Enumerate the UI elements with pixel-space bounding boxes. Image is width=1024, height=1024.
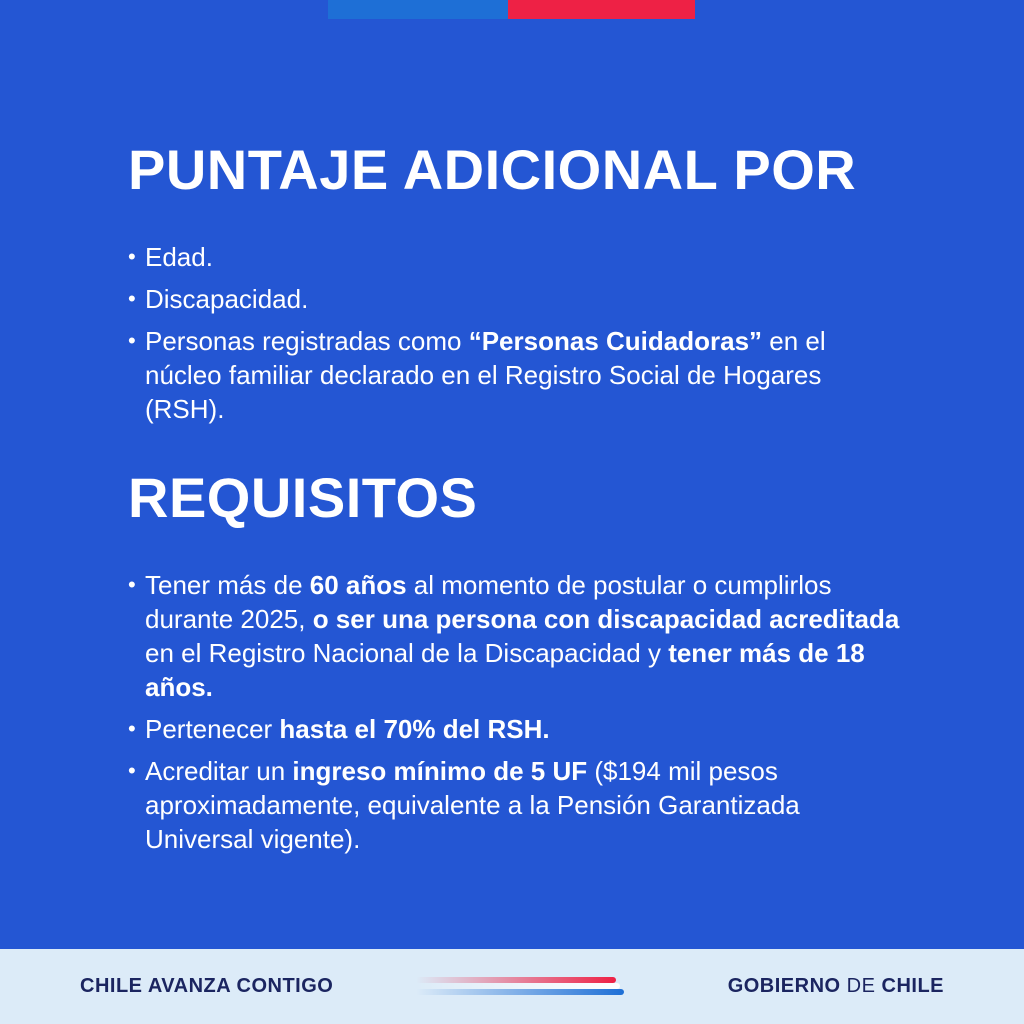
footer-bar — [0, 949, 1024, 1024]
puntaje-list — [128, 240, 908, 426]
gobierno-de-chile-logo: GOBIERNO DE CHILE — [727, 975, 944, 997]
section-title-puntaje: PUNTAJE ADICIONAL POR — [128, 138, 857, 201]
list-item: • Acreditar un ingreso mínimo de 5 UF ($194 mil pesos aproximadamente, equivalente a la Pensión Garantizada Universal vigente). — [128, 754, 908, 856]
flag-blue-segment — [328, 0, 508, 19]
main-content — [128, 138, 908, 864]
list-item: • Tener más de 60 años al momento de postular o cumplirlos durante 2025, o ser una persona con discapacidad acreditada en el Registro Nacional de la Discapacidad y tener más de 18 años. — [128, 568, 908, 704]
slogan: CHILE AVANZA CONTIGO — [80, 975, 334, 997]
top-flag-bar — [328, 0, 695, 19]
list-item: • Personas registradas como “Personas Cuidadoras” en el núcleo familiar declarado en el Registro Social de Hogares (RSH). — [128, 324, 908, 426]
requisitos-list — [128, 568, 908, 856]
section-title-requisitos: REQUISITOS — [128, 466, 478, 529]
list-item: • Edad. — [128, 240, 908, 274]
flag-red-segment — [508, 0, 695, 19]
flag-stripes-logo — [416, 975, 624, 999]
list-item: • Discapacidad. — [128, 282, 908, 316]
list-item: • Pertenecer hasta el 70% del RSH. — [128, 712, 908, 746]
